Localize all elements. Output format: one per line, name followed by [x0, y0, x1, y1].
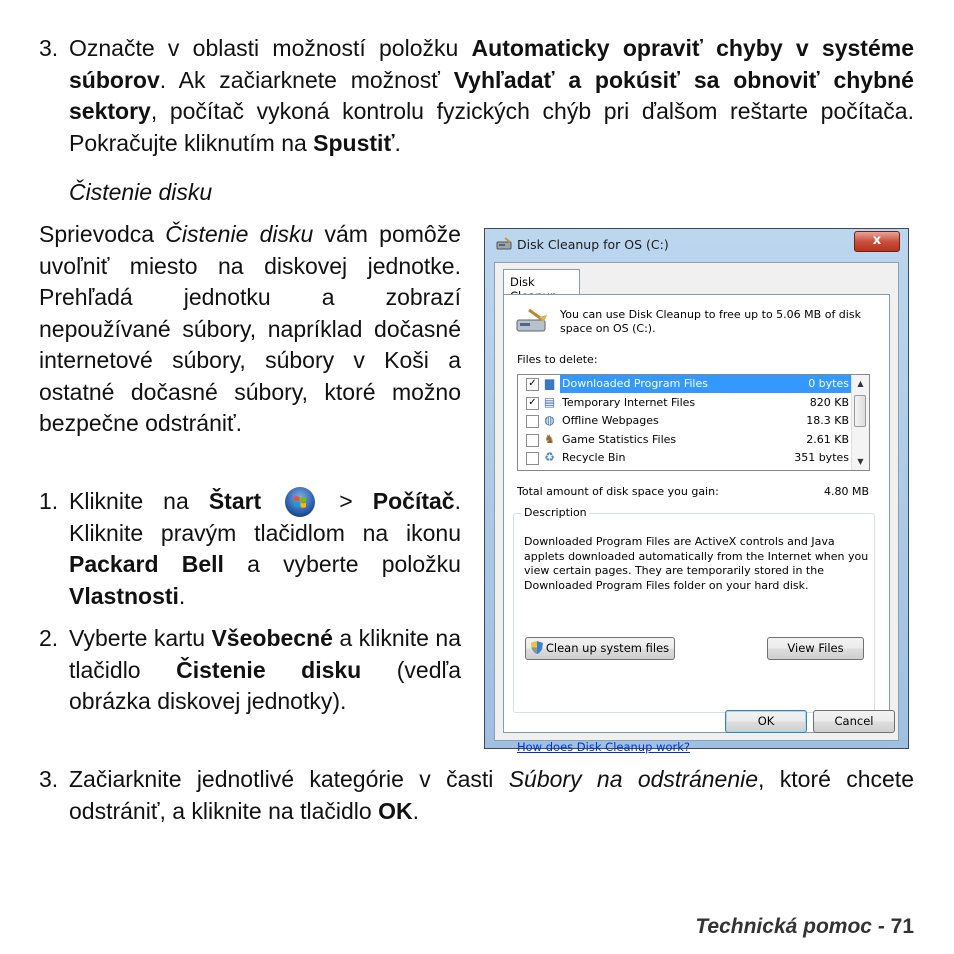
step-number: 3.	[39, 35, 59, 61]
scroll-thumb[interactable]	[854, 395, 866, 427]
clean-up-system-files-button[interactable]: Clean up system files	[525, 637, 675, 660]
file-size: 2.61 KB	[806, 432, 849, 446]
page-footer	[695, 915, 914, 939]
list-item[interactable]	[518, 375, 853, 393]
scroll-down-icon[interactable]: ▼	[857, 457, 864, 466]
checkbox[interactable]	[526, 415, 539, 428]
document-icon: ▤	[543, 394, 556, 409]
description-group	[513, 506, 875, 713]
file-name: Game Statistics Files	[562, 432, 677, 446]
close-button[interactable]: x	[854, 231, 900, 252]
shield-icon	[531, 641, 543, 654]
disk-cleanup-icon	[496, 237, 512, 251]
info-text: You can use Disk Cleanup to free up to 5.06 MB of disk space on OS (C:).	[560, 308, 861, 335]
checkbox[interactable]: ✓	[526, 378, 539, 391]
files-list[interactable]	[517, 374, 870, 471]
folder-icon: ▆	[544, 376, 555, 390]
windows-start-icon	[285, 487, 315, 517]
file-size: 0 bytes	[808, 377, 849, 390]
title-bar	[485, 229, 908, 259]
section-heading: Čistenie disku	[69, 179, 213, 205]
list-item[interactable]	[518, 412, 853, 430]
list-item[interactable]	[518, 449, 853, 467]
description-text: Downloaded Program Files are ActiveX controls and Java applets downloaded automatically from the Internet when you view certain pages. They are temporarily stored in the Downloaded Program Files folder on your hard disk.	[524, 535, 869, 592]
scroll-up-icon[interactable]: ▲	[857, 379, 864, 388]
step-3-top-text: Označte v oblasti možností položku Automaticky opraviť chyby v systéme súborov. Ak začiarknete možnosť Vyhľadať a pokúsiť sa obnoviť chybné sektory, počítač vykoná kontrolu fyzických chýb pri ďalšom reštarte počítača. Pokračujte kliknutím na Spustiť.	[69, 35, 914, 156]
help-link[interactable]: How does Disk Cleanup work?	[517, 740, 690, 754]
game-icon: ♞	[544, 431, 555, 446]
dialog-body	[494, 262, 899, 754]
scrollbar[interactable]	[851, 375, 869, 470]
cancel-button[interactable]: Cancel	[813, 710, 895, 733]
globe-icon: ◍	[544, 413, 555, 427]
tab-panel	[503, 294, 890, 754]
page-number: 71	[890, 915, 914, 938]
dialog-title: Disk Cleanup for OS (C:)	[517, 237, 669, 252]
checkbox[interactable]: ✓	[526, 397, 539, 410]
total-value: 4.80 MB	[823, 485, 869, 498]
disk-cleanup-icon	[515, 307, 549, 335]
step-1-text: Kliknite na Štart > Počítač. Kliknite pravým tlačidlom na ikonu Packard Bell a vyberte položku Vlastnosti.	[69, 488, 461, 609]
file-size: 351 bytes	[794, 451, 849, 464]
files-to-delete-label: Files to delete:	[517, 353, 598, 366]
step-number: 1.	[39, 488, 59, 514]
recycle-bin-icon: ♻	[544, 450, 555, 464]
file-name: Offline Webpages	[562, 414, 659, 427]
checkbox[interactable]	[526, 434, 539, 447]
list-item[interactable]	[518, 394, 853, 412]
list-item[interactable]	[518, 431, 853, 449]
tab-disk-cleanup[interactable]: Disk	[503, 269, 580, 295]
disk-cleanup-dialog	[484, 228, 909, 754]
step-number: 3.	[39, 766, 59, 792]
step-3-text: Začiarknite jednotlivé kategórie v časti Súbory na odstránenie, ktoré chcete odstrániť, a kliknite na tlačidlo OK.	[69, 766, 914, 824]
intro-paragraph: Sprievodca Čistenie disku vám pomôže uvoľniť miesto na diskovej jednotke. Prehľadá jednotku a zobrazí nepoužívané súbory, napríklad dočasné internetové súbory, súbory v Koši a ostatné dočasné súbory, ktoré možno bezpečne odstrániť.	[39, 221, 461, 436]
ok-button[interactable]: OK	[725, 710, 807, 733]
step-2-text: Vyberte kartu Všeobecné a kliknite na tlačidlo Čistenie disku (vedľa obrázka diskovej jednotky).	[69, 625, 462, 714]
file-name: Downloaded Program Files	[562, 377, 708, 390]
file-name: Recycle Bin	[562, 451, 626, 464]
checkbox[interactable]	[526, 452, 539, 465]
view-files-button[interactable]: View Files	[767, 637, 864, 660]
footer-section: Technická pomoc -	[695, 915, 891, 938]
total-label: Total amount of disk space you gain:	[517, 485, 719, 498]
file-size: 820 KB	[809, 395, 849, 409]
description-title: Description	[524, 506, 587, 519]
file-size: 18.3 KB	[806, 414, 849, 427]
step-number: 2.	[39, 625, 59, 651]
file-name: Temporary Internet Files	[562, 395, 696, 409]
